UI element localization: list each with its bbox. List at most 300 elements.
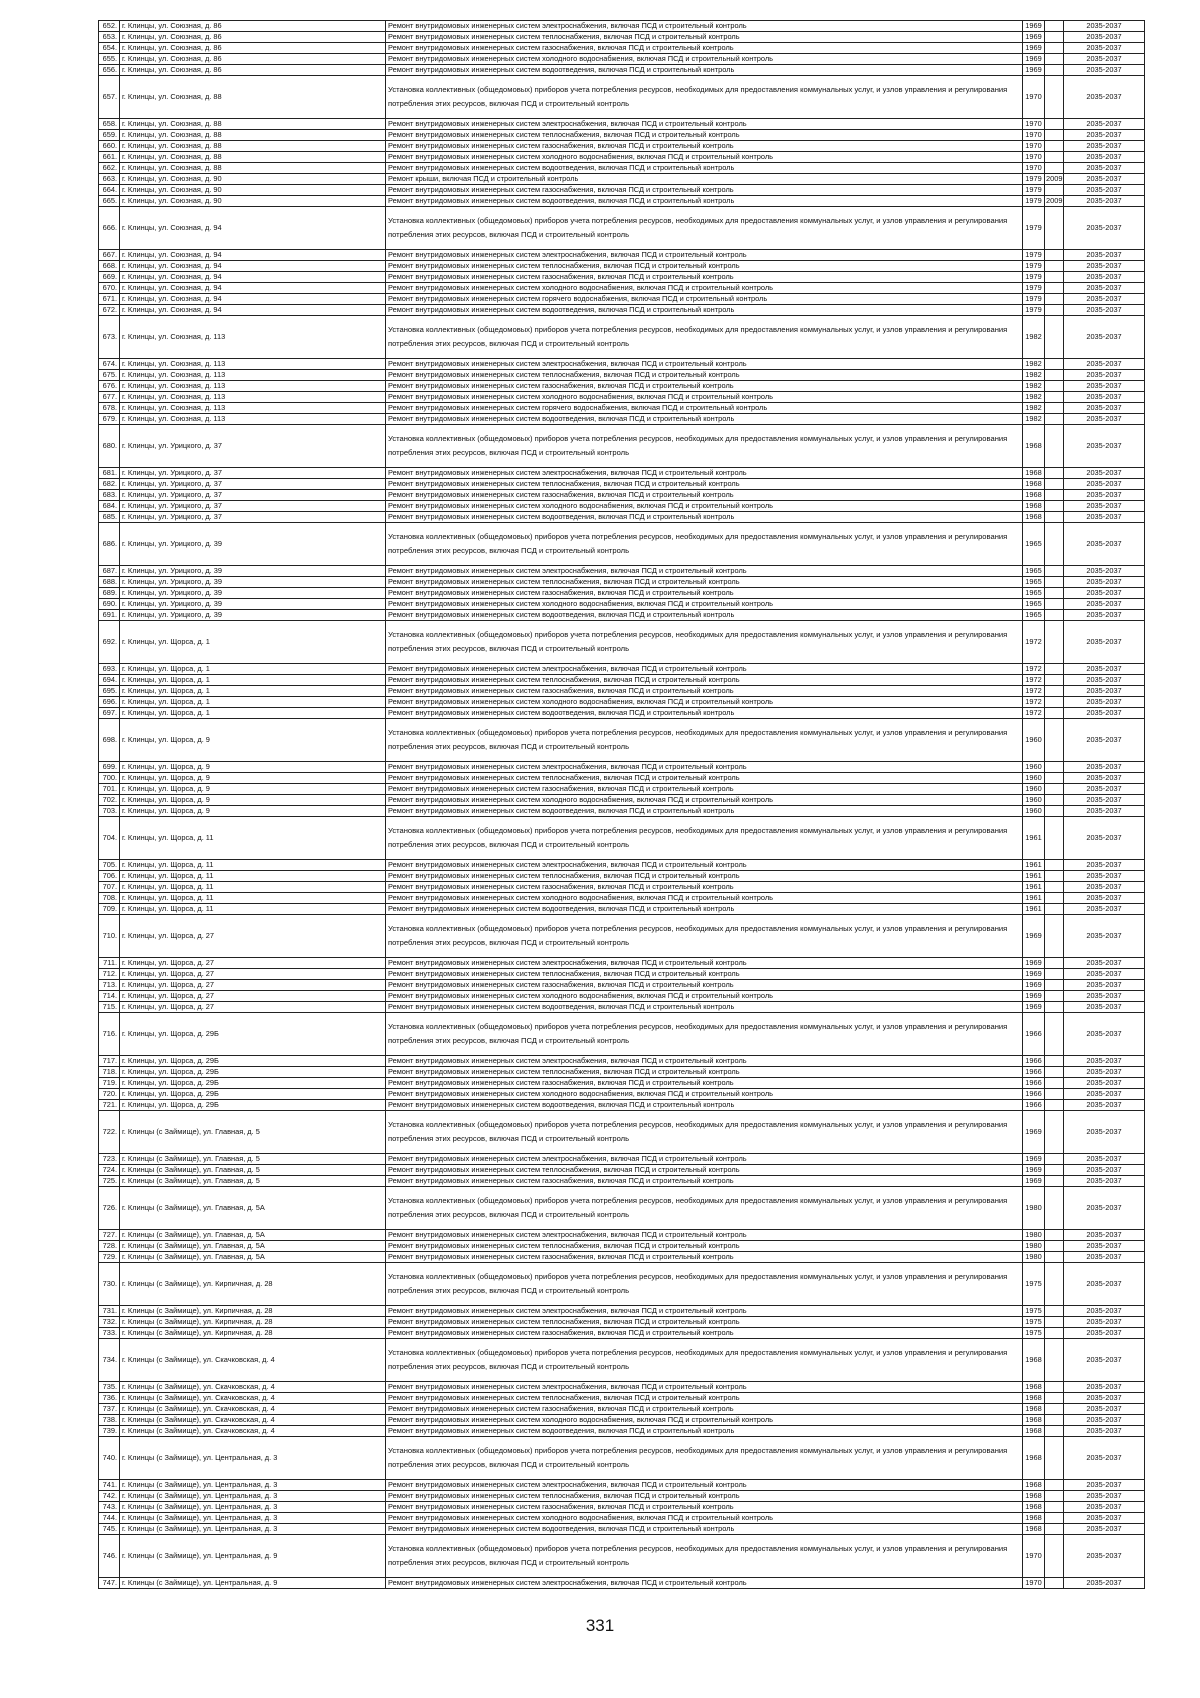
year-repair-cell [1045, 501, 1064, 512]
table-row [99, 1491, 1145, 1502]
year-repair-cell [1045, 1089, 1064, 1100]
address-cell: г. Клинцы, ул. Щорса, д. 27 [120, 969, 386, 980]
year-built-cell: 1969 [1023, 991, 1045, 1002]
period-cell: 2035-2037 [1064, 817, 1145, 860]
year-repair-cell [1045, 305, 1064, 316]
address-cell: г. Клинцы, ул. Щорса, д. 11 [120, 893, 386, 904]
table-row [99, 1252, 1145, 1263]
year-built-cell: 1982 [1023, 316, 1045, 359]
work-type-cell: Установка коллективных (общедомовых) приборов учета потребления ресурсов, необходимых для предоставления коммунальных услуг, и узлов управления и регулирования потребления этих ресурсов, включая ПСД и строительный контроль [386, 523, 1023, 566]
table-row [99, 1480, 1145, 1491]
address-cell: г. Клинцы, ул. Урицкого, д. 37 [120, 490, 386, 501]
work-type-cell: Ремонт внутридомовых инженерных систем холодного водоснабжения, включая ПСД и строительный контроль [386, 991, 1023, 1002]
period-cell: 2035-2037 [1064, 1480, 1145, 1491]
row-number: 721. [99, 1100, 120, 1111]
address-cell: г. Клинцы, ул. Щорса, д. 11 [120, 904, 386, 915]
address-cell: г. Клинцы (с Займище), ул. Главная, д. 5 [120, 1154, 386, 1165]
work-type-cell: Ремонт внутридомовых инженерных систем теплоснабжения, включая ПСД и строительный контроль [386, 577, 1023, 588]
work-type-cell: Ремонт внутридомовых инженерных систем электроснабжения, включая ПСД и строительный контроль [386, 762, 1023, 773]
period-cell: 2035-2037 [1064, 577, 1145, 588]
row-number: 694. [99, 675, 120, 686]
year-built-cell: 1968 [1023, 1524, 1045, 1535]
row-number: 674. [99, 359, 120, 370]
year-built-cell: 1982 [1023, 359, 1045, 370]
row-number: 685. [99, 512, 120, 523]
row-number: 724. [99, 1165, 120, 1176]
period-cell: 2035-2037 [1064, 719, 1145, 762]
address-cell: г. Клинцы, ул. Щорса, д. 1 [120, 621, 386, 664]
table-row [99, 904, 1145, 915]
table-row [99, 512, 1145, 523]
table-row [99, 1002, 1145, 1013]
period-cell: 2035-2037 [1064, 468, 1145, 479]
year-built-cell: 1979 [1023, 305, 1045, 316]
period-cell: 2035-2037 [1064, 403, 1145, 414]
row-number: 684. [99, 501, 120, 512]
period-cell: 2035-2037 [1064, 1578, 1145, 1589]
year-repair-cell [1045, 381, 1064, 392]
row-number: 740. [99, 1437, 120, 1480]
year-repair-cell [1045, 283, 1064, 294]
year-built-cell: 1960 [1023, 773, 1045, 784]
period-cell: 2035-2037 [1064, 283, 1145, 294]
address-cell: г. Клинцы, ул. Союзная, д. 88 [120, 119, 386, 130]
year-repair-cell [1045, 163, 1064, 174]
table-row [99, 43, 1145, 54]
period-cell: 2035-2037 [1064, 1404, 1145, 1415]
row-number: 671. [99, 294, 120, 305]
period-cell: 2035-2037 [1064, 1111, 1145, 1154]
period-cell: 2035-2037 [1064, 806, 1145, 817]
row-number: 711. [99, 958, 120, 969]
period-cell: 2035-2037 [1064, 1230, 1145, 1241]
table-row [99, 76, 1145, 119]
year-built-cell: 1965 [1023, 610, 1045, 621]
address-cell: г. Клинцы, ул. Щорса, д. 27 [120, 915, 386, 958]
table-row [99, 1067, 1145, 1078]
year-built-cell: 1975 [1023, 1306, 1045, 1317]
address-cell: г. Клинцы, ул. Союзная, д. 94 [120, 207, 386, 250]
year-built-cell: 1972 [1023, 708, 1045, 719]
period-cell: 2035-2037 [1064, 54, 1145, 65]
work-type-cell: Ремонт внутридомовых инженерных систем холодного водоснабжения, включая ПСД и строительный контроль [386, 392, 1023, 403]
table-row [99, 686, 1145, 697]
year-repair-cell [1045, 991, 1064, 1002]
year-repair-cell [1045, 1263, 1064, 1306]
row-number: 675. [99, 370, 120, 381]
year-built-cell: 1961 [1023, 882, 1045, 893]
period-cell: 2035-2037 [1064, 76, 1145, 119]
table-row [99, 806, 1145, 817]
work-type-cell: Ремонт внутридомовых инженерных систем газоснабжения, включая ПСД и строительный контроль [386, 1078, 1023, 1089]
row-number: 682. [99, 479, 120, 490]
year-built-cell: 1968 [1023, 1502, 1045, 1513]
table-row [99, 773, 1145, 784]
year-repair-cell [1045, 817, 1064, 860]
address-cell: г. Клинцы, ул. Союзная, д. 86 [120, 32, 386, 43]
row-number: 668. [99, 261, 120, 272]
row-number: 657. [99, 76, 120, 119]
address-cell: г. Клинцы, ул. Урицкого, д. 39 [120, 523, 386, 566]
period-cell: 2035-2037 [1064, 141, 1145, 152]
row-number: 735. [99, 1382, 120, 1393]
year-repair-cell: 2009 [1046, 195, 1063, 205]
period-cell: 2035-2037 [1064, 762, 1145, 773]
row-number: 673. [99, 316, 120, 359]
period-cell: 2035-2037 [1064, 882, 1145, 893]
address-cell: г. Клинцы, ул. Щорса, д. 11 [120, 871, 386, 882]
year-repair-cell [1045, 958, 1064, 969]
row-number: 707. [99, 882, 120, 893]
row-number: 742. [99, 1491, 120, 1502]
work-type-cell: Ремонт внутридомовых инженерных систем теплоснабжения, включая ПСД и строительный контроль [386, 479, 1023, 490]
table-row [99, 860, 1145, 871]
work-type-cell: Ремонт внутридомовых инженерных систем водоотведения, включая ПСД и строительный контроль [386, 806, 1023, 817]
period-cell: 2035-2037 [1064, 1187, 1145, 1230]
work-type-cell: Ремонт внутридомовых инженерных систем горячего водоснабжения, включая ПСД и строительный контроль [386, 403, 1023, 414]
work-type-cell: Ремонт внутридомовых инженерных систем электроснабжения, включая ПСД и строительный контроль [386, 359, 1023, 370]
year-built-cell: 1969 [1023, 1002, 1045, 1013]
row-number: 723. [99, 1154, 120, 1165]
work-type-cell: Ремонт внутридомовых инженерных систем газоснабжения, включая ПСД и строительный контроль [386, 43, 1023, 54]
year-repair-cell [1045, 1056, 1064, 1067]
address-cell: г. Клинцы (с Займище), ул. Центральная, д. 3 [120, 1491, 386, 1502]
year-repair-cell [1045, 1480, 1064, 1491]
repair-schedule-table [98, 20, 1145, 1589]
table-row [99, 1187, 1145, 1230]
table-row [99, 1328, 1145, 1339]
period-cell: 2035-2037 [1064, 893, 1145, 904]
address-cell: г. Клинцы, ул. Союзная, д. 94 [120, 294, 386, 305]
period-cell: 2035-2037 [1064, 1078, 1145, 1089]
table-row [99, 207, 1145, 250]
year-built-cell: 1980 [1023, 1252, 1045, 1263]
row-number: 728. [99, 1241, 120, 1252]
table-row [99, 958, 1145, 969]
address-cell: г. Клинцы (с Займище), ул. Кирпичная, д. 28 [120, 1317, 386, 1328]
year-repair-cell [1045, 806, 1064, 817]
year-built-cell: 1969 [1023, 32, 1045, 43]
table-row [99, 250, 1145, 261]
year-built-cell: 1969 [1023, 1165, 1045, 1176]
address-cell: г. Клинцы (с Займище), ул. Главная, д. 5 [120, 1176, 386, 1187]
table-row [99, 795, 1145, 806]
table-row [99, 991, 1145, 1002]
year-repair-cell [1045, 1241, 1064, 1252]
period-cell: 2035-2037 [1064, 163, 1145, 174]
table-row [99, 1502, 1145, 1513]
year-repair-cell [1045, 1426, 1064, 1437]
table-row [99, 1013, 1145, 1056]
year-repair-cell [1045, 1067, 1064, 1078]
table-row [99, 479, 1145, 490]
address-cell: г. Клинцы, ул. Союзная, д. 90 [120, 196, 386, 207]
address-cell: г. Клинцы, ул. Щорса, д. 11 [120, 882, 386, 893]
period-cell: 2035-2037 [1064, 305, 1145, 316]
work-type-cell: Ремонт внутридомовых инженерных систем водоотведения, включая ПСД и строительный контроль [386, 196, 1023, 207]
period-cell: 2035-2037 [1064, 686, 1145, 697]
year-built-cell: 1965 [1023, 577, 1045, 588]
row-number: 741. [99, 1480, 120, 1491]
year-built-cell: 1972 [1023, 664, 1045, 675]
year-repair-cell [1045, 414, 1064, 425]
period-cell: 2035-2037 [1064, 119, 1145, 130]
year-built-cell: 1966 [1023, 1067, 1045, 1078]
work-type-cell: Ремонт внутридомовых инженерных систем газоснабжения, включая ПСД и строительный контроль [386, 1404, 1023, 1415]
year-repair-cell [1045, 1339, 1064, 1382]
row-number: 653. [99, 32, 120, 43]
table-row [99, 697, 1145, 708]
year-repair-cell [1045, 119, 1064, 130]
year-repair-cell [1045, 250, 1064, 261]
work-type-cell: Ремонт внутридомовых инженерных систем теплоснабжения, включая ПСД и строительный контроль [386, 969, 1023, 980]
year-built-cell: 1968 [1023, 1404, 1045, 1415]
year-built-cell: 1970 [1023, 152, 1045, 163]
page-number: 331 [585, 1616, 615, 1635]
period-cell: 2035-2037 [1064, 1176, 1145, 1187]
year-built-cell: 1970 [1023, 1578, 1045, 1589]
year-repair-cell [1045, 1002, 1064, 1013]
table-row [99, 490, 1145, 501]
row-number: 709. [99, 904, 120, 915]
table-row [99, 969, 1145, 980]
period-cell: 2035-2037 [1064, 969, 1145, 980]
row-number: 743. [99, 1502, 120, 1513]
work-type-cell: Ремонт внутридомовых инженерных систем газоснабжения, включая ПСД и строительный контроль [386, 1502, 1023, 1513]
table-row [99, 468, 1145, 479]
table-row [99, 577, 1145, 588]
row-number: 679. [99, 414, 120, 425]
year-built-cell: 1970 [1023, 119, 1045, 130]
period-cell: 2035-2037 [1064, 185, 1145, 196]
row-number: 736. [99, 1393, 120, 1404]
table-row [99, 316, 1145, 359]
year-repair-cell [1045, 261, 1064, 272]
work-type-cell: Установка коллективных (общедомовых) приборов учета потребления ресурсов, необходимых для предоставления коммунальных услуг, и узлов управления и регулирования потребления этих ресурсов, включая ПСД и строительный контроль [386, 207, 1023, 250]
year-repair-cell [1045, 675, 1064, 686]
table-row [99, 294, 1145, 305]
row-number: 678. [99, 403, 120, 414]
year-built-cell: 1966 [1023, 1089, 1045, 1100]
year-repair-cell [1045, 882, 1064, 893]
period-cell: 2035-2037 [1064, 43, 1145, 54]
work-type-cell: Установка коллективных (общедомовых) приборов учета потребления ресурсов, необходимых для предоставления коммунальных услуг, и узлов управления и регулирования потребления этих ресурсов, включая ПСД и строительный контроль [386, 719, 1023, 762]
row-number: 672. [99, 305, 120, 316]
work-type-cell: Ремонт внутридомовых инженерных систем газоснабжения, включая ПСД и строительный контроль [386, 686, 1023, 697]
row-number: 680. [99, 425, 120, 468]
address-cell: г. Клинцы, ул. Союзная, д. 86 [120, 21, 386, 32]
year-built-cell: 1970 [1023, 130, 1045, 141]
work-type-cell: Ремонт внутридомовых инженерных систем электроснабжения, включая ПСД и строительный контроль [386, 664, 1023, 675]
year-repair-cell: 2009 [1046, 173, 1063, 183]
table-row [99, 882, 1145, 893]
period-cell: 2035-2037 [1064, 130, 1145, 141]
period-cell: 2035-2037 [1064, 316, 1145, 359]
year-repair-cell [1045, 697, 1064, 708]
year-repair-cell [1045, 599, 1064, 610]
work-type-cell: Ремонт внутридомовых инженерных систем электроснабжения, включая ПСД и строительный контроль [386, 1230, 1023, 1241]
row-number: 729. [99, 1252, 120, 1263]
year-built-cell: 1979 [1023, 294, 1045, 305]
year-repair-cell [1045, 141, 1064, 152]
year-repair-cell [1045, 65, 1064, 76]
table-row [99, 185, 1145, 196]
period-cell: 2035-2037 [1064, 1089, 1145, 1100]
year-built-cell: 1970 [1023, 76, 1045, 119]
work-type-cell: Ремонт внутридомовых инженерных систем водоотведения, включая ПСД и строительный контроль [386, 414, 1023, 425]
year-built-cell: 1968 [1023, 512, 1045, 523]
work-type-cell: Установка коллективных (общедомовых) приборов учета потребления ресурсов, необходимых для предоставления коммунальных услуг, и узлов управления и регулирования потребления этих ресурсов, включая ПСД и строительный контроль [386, 316, 1023, 359]
period-cell: 2035-2037 [1064, 1306, 1145, 1317]
row-number: 691. [99, 610, 120, 621]
work-type-cell: Ремонт внутридомовых инженерных систем водоотведения, включая ПСД и строительный контроль [386, 305, 1023, 316]
period-cell: 2035-2037 [1064, 1317, 1145, 1328]
table-row [99, 893, 1145, 904]
year-repair-cell [1045, 1100, 1064, 1111]
year-built-cell: 1979 [1023, 250, 1045, 261]
period-cell: 2035-2037 [1064, 1393, 1145, 1404]
address-cell: г. Клинцы, ул. Щорса, д. 1 [120, 697, 386, 708]
year-built-cell: 1982 [1023, 381, 1045, 392]
work-type-cell: Ремонт внутридомовых инженерных систем холодного водоснабжения, включая ПСД и строительный контроль [386, 697, 1023, 708]
address-cell: г. Клинцы, ул. Союзная, д. 113 [120, 392, 386, 403]
address-cell: г. Клинцы, ул. Щорса, д. 9 [120, 784, 386, 795]
work-type-cell: Ремонт внутридомовых инженерных систем теплоснабжения, включая ПСД и строительный контроль [386, 32, 1023, 43]
row-number: 739. [99, 1426, 120, 1437]
address-cell: г. Клинцы, ул. Щорса, д. 1 [120, 664, 386, 675]
row-number: 656. [99, 65, 120, 76]
year-built-cell: 1966 [1023, 1078, 1045, 1089]
address-cell: г. Клинцы (с Займище), ул. Скачковская, д. 4 [120, 1339, 386, 1382]
address-cell: г. Клинцы (с Займище), ул. Центральная, д. 3 [120, 1437, 386, 1480]
row-number: 677. [99, 392, 120, 403]
year-repair-cell [1045, 588, 1064, 599]
work-type-cell: Ремонт внутридомовых инженерных систем теплоснабжения, включая ПСД и строительный контроль [386, 1317, 1023, 1328]
row-number: 747. [99, 1578, 120, 1589]
work-type-cell: Ремонт внутридомовых инженерных систем электроснабжения, включая ПСД и строительный контроль [386, 119, 1023, 130]
row-number: 661. [99, 152, 120, 163]
table-row [99, 1263, 1145, 1306]
year-repair-cell [1045, 577, 1064, 588]
period-cell: 2035-2037 [1064, 1263, 1145, 1306]
year-built-cell: 1979 [1023, 261, 1045, 272]
table-row [99, 283, 1145, 294]
work-type-cell: Ремонт внутридомовых инженерных систем электроснабжения, включая ПСД и строительный контроль [386, 1306, 1023, 1317]
row-number: 689. [99, 588, 120, 599]
table-row [99, 1154, 1145, 1165]
work-type-cell: Ремонт внутридомовых инженерных систем холодного водоснабжения, включая ПСД и строительный контроль [386, 54, 1023, 65]
table-row [99, 588, 1145, 599]
table-row [99, 1165, 1145, 1176]
year-repair-cell [1045, 185, 1064, 196]
year-built-cell: 1961 [1023, 893, 1045, 904]
period-cell: 2035-2037 [1064, 1437, 1145, 1480]
period-cell: 2035-2037 [1064, 588, 1145, 599]
table-row [99, 1230, 1145, 1241]
address-cell: г. Клинцы (с Займище), ул. Главная, д. 5А [120, 1241, 386, 1252]
row-number: 667. [99, 250, 120, 261]
period-cell: 2035-2037 [1064, 1056, 1145, 1067]
year-built-cell: 1982 [1023, 403, 1045, 414]
table-row [99, 21, 1145, 32]
table-row [99, 621, 1145, 664]
year-built-cell: 1980 [1023, 1230, 1045, 1241]
work-type-cell: Установка коллективных (общедомовых) приборов учета потребления ресурсов, необходимых для предоставления коммунальных услуг, и узлов управления и регулирования потребления этих ресурсов, включая ПСД и строительный контроль [386, 1187, 1023, 1230]
address-cell: г. Клинцы (с Займище), ул. Центральная, д. 3 [120, 1524, 386, 1535]
row-number: 666. [99, 207, 120, 250]
year-built-cell: 1966 [1023, 1056, 1045, 1067]
table-row [99, 599, 1145, 610]
table-row [99, 392, 1145, 403]
address-cell: г. Клинцы, ул. Щорса, д. 29Б [120, 1100, 386, 1111]
address-cell: г. Клинцы, ул. Союзная, д. 88 [120, 152, 386, 163]
period-cell: 2035-2037 [1064, 1100, 1145, 1111]
year-built-cell: 1968 [1023, 1382, 1045, 1393]
address-cell: г. Клинцы, ул. Щорса, д. 29Б [120, 1056, 386, 1067]
year-built-cell: 1982 [1023, 392, 1045, 403]
period-cell: 2035-2037 [1064, 566, 1145, 577]
year-repair-cell [1045, 1317, 1064, 1328]
address-cell: г. Клинцы, ул. Щорса, д. 9 [120, 762, 386, 773]
address-cell: г. Клинцы, ул. Щорса, д. 1 [120, 708, 386, 719]
address-cell: г. Клинцы, ул. Союзная, д. 90 [120, 174, 386, 185]
row-number: 708. [99, 893, 120, 904]
year-repair-cell [1045, 359, 1064, 370]
period-cell: 2035-2037 [1064, 980, 1145, 991]
address-cell: г. Клинцы, ул. Урицкого, д. 39 [120, 599, 386, 610]
work-type-cell: Установка коллективных (общедомовых) приборов учета потребления ресурсов, необходимых для предоставления коммунальных услуг, и узлов управления и регулирования потребления этих ресурсов, включая ПСД и строительный контроль [386, 621, 1023, 664]
row-number: 718. [99, 1067, 120, 1078]
year-repair-cell [1045, 1078, 1064, 1089]
row-number: 690. [99, 599, 120, 610]
year-built-cell: 1972 [1023, 675, 1045, 686]
work-type-cell: Ремонт внутридомовых инженерных систем теплоснабжения, включая ПСД и строительный контроль [386, 675, 1023, 686]
row-number: 670. [99, 283, 120, 294]
year-built-cell: 1980 [1023, 1187, 1045, 1230]
work-type-cell: Установка коллективных (общедомовых) приборов учета потребления ресурсов, необходимых для предоставления коммунальных услуг, и узлов управления и регулирования потребления этих ресурсов, включая ПСД и строительный контроль [386, 1111, 1023, 1154]
address-cell: г. Клинцы (с Займище), ул. Главная, д. 5А [120, 1252, 386, 1263]
address-cell: г. Клинцы, ул. Щорса, д. 1 [120, 675, 386, 686]
address-cell: г. Клинцы, ул. Союзная, д. 94 [120, 250, 386, 261]
table-row [99, 871, 1145, 882]
year-repair-cell [1045, 392, 1064, 403]
period-cell: 2035-2037 [1064, 915, 1145, 958]
year-built-cell: 1968 [1023, 1491, 1045, 1502]
table-row [99, 610, 1145, 621]
table-row [99, 1317, 1145, 1328]
work-type-cell: Установка коллективных (общедомовых) приборов учета потребления ресурсов, необходимых для предоставления коммунальных услуг, и узлов управления и регулирования потребления этих ресурсов, включая ПСД и строительный контроль [386, 817, 1023, 860]
period-cell: 2035-2037 [1064, 196, 1145, 207]
table-row [99, 501, 1145, 512]
year-repair-cell [1045, 1382, 1064, 1393]
row-number: 704. [99, 817, 120, 860]
period-cell: 2035-2037 [1064, 1426, 1145, 1437]
period-cell: 2035-2037 [1064, 359, 1145, 370]
work-type-cell: Ремонт внутридомовых инженерных систем теплоснабжения, включая ПСД и строительный контроль [386, 370, 1023, 381]
address-cell: г. Клинцы, ул. Урицкого, д. 39 [120, 577, 386, 588]
row-number: 699. [99, 762, 120, 773]
table-row [99, 664, 1145, 675]
address-cell: г. Клинцы, ул. Щорса, д. 9 [120, 773, 386, 784]
work-type-cell: Ремонт внутридомовых инженерных систем теплоснабжения, включая ПСД и строительный контроль [386, 130, 1023, 141]
table-row [99, 1393, 1145, 1404]
address-cell: г. Клинцы, ул. Союзная, д. 94 [120, 261, 386, 272]
year-repair-cell [1045, 1328, 1064, 1339]
year-built-cell: 1969 [1023, 1111, 1045, 1154]
year-built-cell: 1969 [1023, 1176, 1045, 1187]
work-type-cell: Ремонт внутридомовых инженерных систем теплоснабжения, включая ПСД и строительный контроль [386, 1067, 1023, 1078]
address-cell: г. Клинцы, ул. Союзная, д. 86 [120, 65, 386, 76]
